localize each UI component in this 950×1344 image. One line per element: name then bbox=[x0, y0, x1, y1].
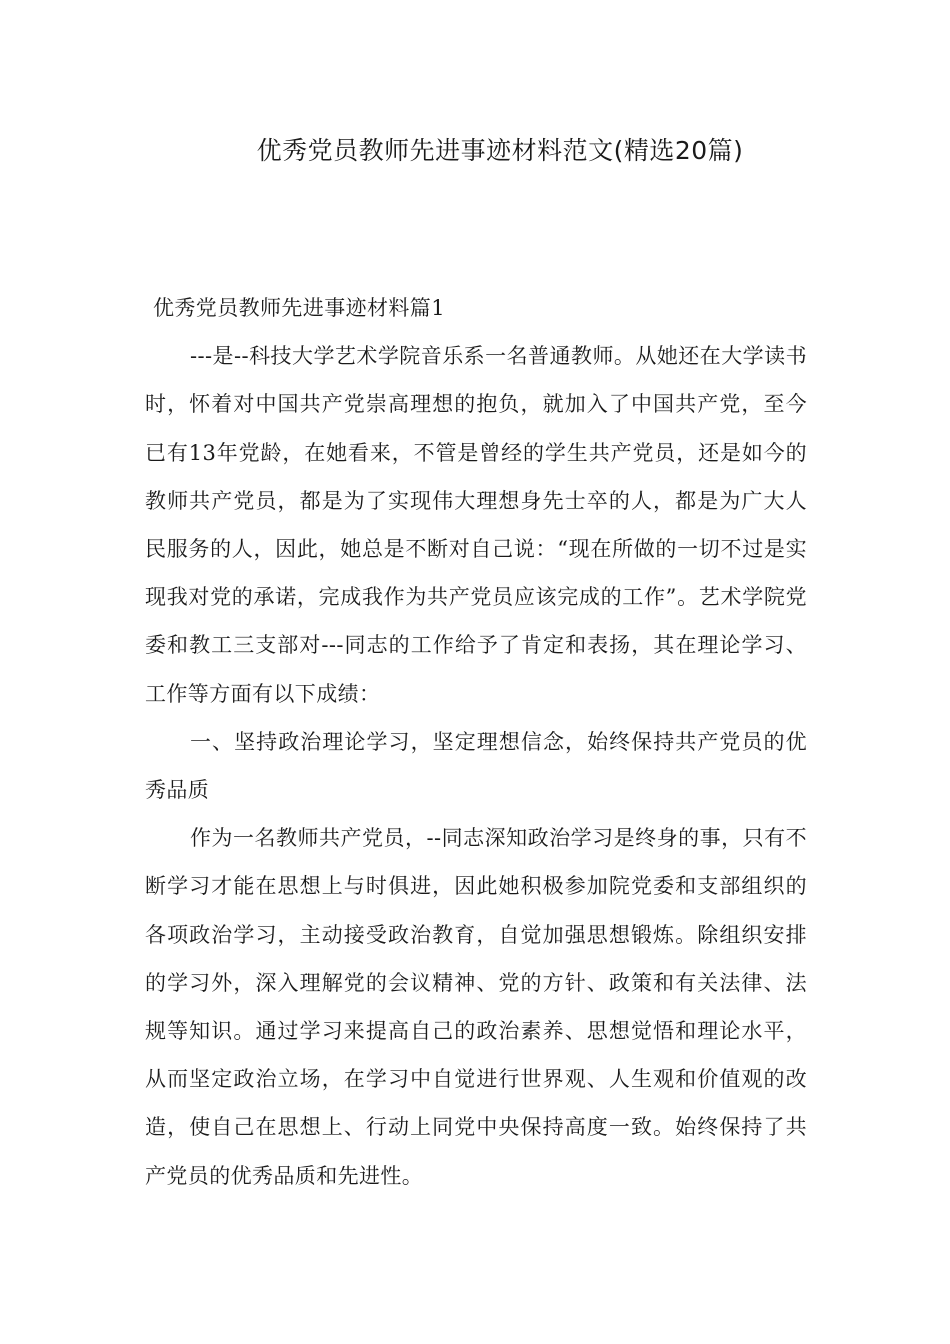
paragraph-point-one-body: 作为一名教师共产党员，--同志深知政治学习是终身的事，只有不断学习才能在思想上与时俱进，因此她积极参加院党委和支部组织的各项政治学习，主动接受政治教育，自觉加强思想锻炼。除组织安排的学习外，深入理解党的会议精神、党的方针、政策和有关法律、法规等知识。通过学习来提高自己的政治素养、思想觉悟和理论水平，从而坚定政治立场，在学习中自觉进行世界观、人生观和价值观的改造，使自己在思想上、行动上同党中央保持高度一致。始终保持了共产党员的优秀品质和先进性。 bbox=[145, 826, 807, 1188]
section-heading: 优秀党员教师先进事迹材料篇1 bbox=[153, 296, 445, 320]
document-title: 优秀党员教师先进事迹材料范文(精选20篇) bbox=[256, 136, 744, 165]
document-body bbox=[145, 284, 807, 1200]
paragraph-point-one-heading: 一、坚持政治理论学习，坚定理想信念，始终保持共产党员的优秀品质 bbox=[145, 729, 807, 803]
paragraph-intro: ---是--科技大学艺术学院音乐系一名普通教师。从她还在大学读书时，怀着对中国共产党崇高理想的抱负，就加入了中国共产党，至今已有13年党龄，在她看来，不管是曾经的学生共产党员，还是如今的教师共产党员，都是为了实现伟大理想身先士卒的人，都是为广大人民服务的人，因此，她总是不断对自己说：“现在所做的一切不过是实现我对党的承诺，完成我作为共产党员应该完成的工作”。艺术学院党委和教工三支部对---同志的工作给予了肯定和表扬，其在理论学习、工作等方面有以下成绩： bbox=[145, 344, 807, 706]
